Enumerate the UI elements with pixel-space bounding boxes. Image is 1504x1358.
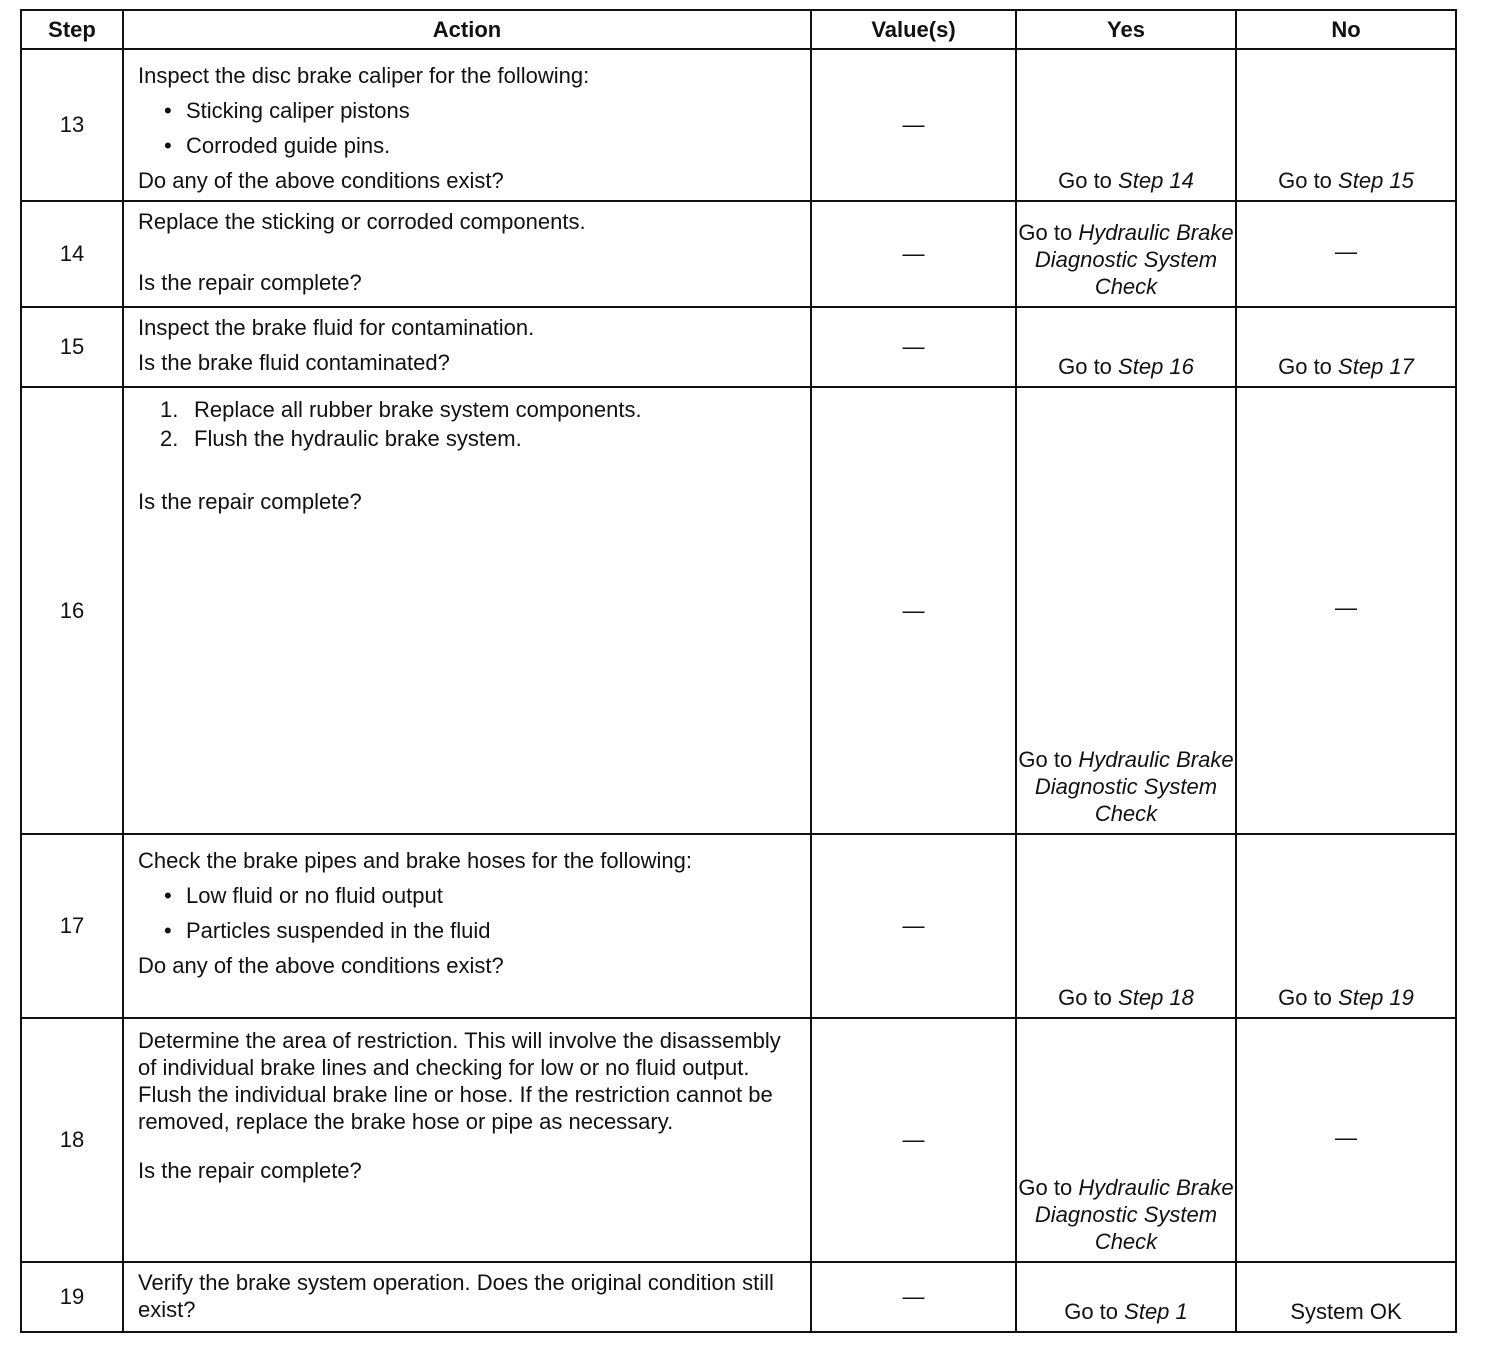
- table-row-step-17: [21, 834, 1456, 1018]
- yes-reference: Hydraulic Brake Diagnostic System Check: [1034, 220, 1234, 299]
- action-question: Do any of the above conditions exist?: [138, 953, 504, 978]
- yes-reference: Hydraulic Brake Diagnostic System Check: [1034, 1175, 1234, 1254]
- no-cell: [1236, 834, 1456, 1018]
- action-intro: Inspect the brake fluid for contamination.: [138, 315, 535, 340]
- table-row-step-16: [21, 387, 1456, 834]
- bullet-item: • Low fluid or no fluid output: [160, 882, 796, 909]
- action-cell: [123, 1018, 811, 1262]
- step-number: 17: [21, 834, 123, 1018]
- action-question: Is the repair complete?: [138, 1158, 362, 1183]
- step-number: 19: [21, 1262, 123, 1332]
- yes-prefix: Go to: [1058, 168, 1112, 193]
- no-prefix: Go to: [1278, 354, 1332, 379]
- action-intro: Replace the sticking or corroded components.: [138, 209, 586, 234]
- table-row-step-19: [21, 1262, 1456, 1332]
- yes-cell: [1016, 49, 1236, 201]
- yes-reference: Step 16: [1118, 354, 1194, 379]
- spacer: [138, 454, 796, 488]
- diagnostic-table: [20, 9, 1457, 1333]
- action-intro: Inspect the disc brake caliper for the following:: [138, 63, 590, 88]
- item-number: 2.: [160, 426, 179, 451]
- yes-cell: [1016, 387, 1236, 834]
- step-number: 14: [21, 201, 123, 307]
- action-intro: Check the brake pipes and brake hoses for the following:: [138, 848, 692, 873]
- no-prefix: Go to: [1278, 168, 1332, 193]
- yes-cell: [1016, 201, 1236, 307]
- header-row: [21, 10, 1456, 49]
- header-action: Action: [123, 10, 811, 49]
- yes-prefix: Go to: [1064, 1299, 1119, 1324]
- bullet-item: • Particles suspended in the fluid: [160, 917, 796, 944]
- step-number: 15: [21, 307, 123, 387]
- no-reference: Step 19: [1338, 985, 1414, 1010]
- no-cell: System OK: [1236, 1262, 1456, 1332]
- bullet-item: • Corroded guide pins.: [160, 132, 796, 159]
- value-cell: —: [811, 307, 1016, 387]
- yes-prefix: Go to: [1058, 985, 1112, 1010]
- yes-cell: [1016, 1018, 1236, 1262]
- value-cell: —: [811, 834, 1016, 1018]
- item-number: 1.: [160, 397, 179, 422]
- no-cell: —: [1236, 1018, 1456, 1262]
- action-question: Is the repair complete?: [138, 270, 362, 295]
- no-prefix: Go to: [1278, 985, 1332, 1010]
- table-row-step-13: [21, 49, 1456, 201]
- action-cell: [123, 307, 811, 387]
- value-cell: —: [811, 1018, 1016, 1262]
- no-cell: [1236, 307, 1456, 387]
- no-cell: —: [1236, 201, 1456, 307]
- header-step: Step: [21, 10, 123, 49]
- action-cell: [123, 201, 811, 307]
- action-question: Is the repair complete?: [138, 489, 362, 514]
- yes-reference: Hydraulic Brake Diagnostic System Check: [1034, 747, 1234, 826]
- step-number: 16: [21, 387, 123, 834]
- table-row-step-14: [21, 201, 1456, 307]
- item-text: Flush the hydraulic brake system.: [194, 426, 522, 451]
- no-reference: Step 15: [1338, 168, 1414, 193]
- yes-prefix: Go to: [1058, 354, 1112, 379]
- no-cell: —: [1236, 387, 1456, 834]
- yes-prefix: Go to: [1018, 1175, 1073, 1200]
- no-cell: [1236, 49, 1456, 201]
- action-question: Do any of the above conditions exist?: [138, 168, 504, 193]
- yes-prefix: Go to: [1018, 747, 1073, 772]
- yes-cell: [1016, 834, 1236, 1018]
- step-number: 13: [21, 49, 123, 201]
- header-no: No: [1236, 10, 1456, 49]
- value-cell: —: [811, 1262, 1016, 1332]
- no-reference: Step 17: [1338, 354, 1414, 379]
- action-question: Is the brake fluid contaminated?: [138, 350, 450, 375]
- bullet-list: [138, 882, 796, 944]
- value-cell: —: [811, 201, 1016, 307]
- action-cell: [123, 834, 811, 1018]
- action-cell: [123, 1262, 811, 1332]
- yes-reference: Step 18: [1118, 985, 1194, 1010]
- yes-reference: Step 1: [1124, 1299, 1188, 1324]
- spacer: [138, 235, 796, 269]
- bullet-item: • Sticking caliper pistons: [160, 97, 796, 124]
- numbered-item: [160, 396, 796, 423]
- table-row-step-18: [21, 1018, 1456, 1262]
- item-text: Replace all rubber brake system components.: [194, 397, 642, 422]
- yes-cell: [1016, 307, 1236, 387]
- yes-reference: Step 14: [1118, 168, 1194, 193]
- table-row-step-15: [21, 307, 1456, 387]
- value-cell: —: [811, 387, 1016, 834]
- header-values: Value(s): [811, 10, 1016, 49]
- action-cell: [123, 387, 811, 834]
- yes-cell: [1016, 1262, 1236, 1332]
- action-cell: [123, 49, 811, 201]
- action-intro: Determine the area of restriction. This will involve the disassembly of individual brake lines and checking for low or no fluid output. Flush the individual brake line or hose. If the restriction cannot be removed, replace the brake hose or pipe as necessary.: [138, 1028, 781, 1134]
- step-number: 18: [21, 1018, 123, 1262]
- numbered-list: [138, 396, 796, 452]
- yes-prefix: Go to: [1018, 220, 1073, 245]
- numbered-item: [160, 425, 796, 452]
- header-yes: Yes: [1016, 10, 1236, 49]
- bullet-list: [138, 97, 796, 159]
- action-intro: Verify the brake system operation. Does the original condition still exist?: [138, 1270, 774, 1322]
- value-cell: —: [811, 49, 1016, 201]
